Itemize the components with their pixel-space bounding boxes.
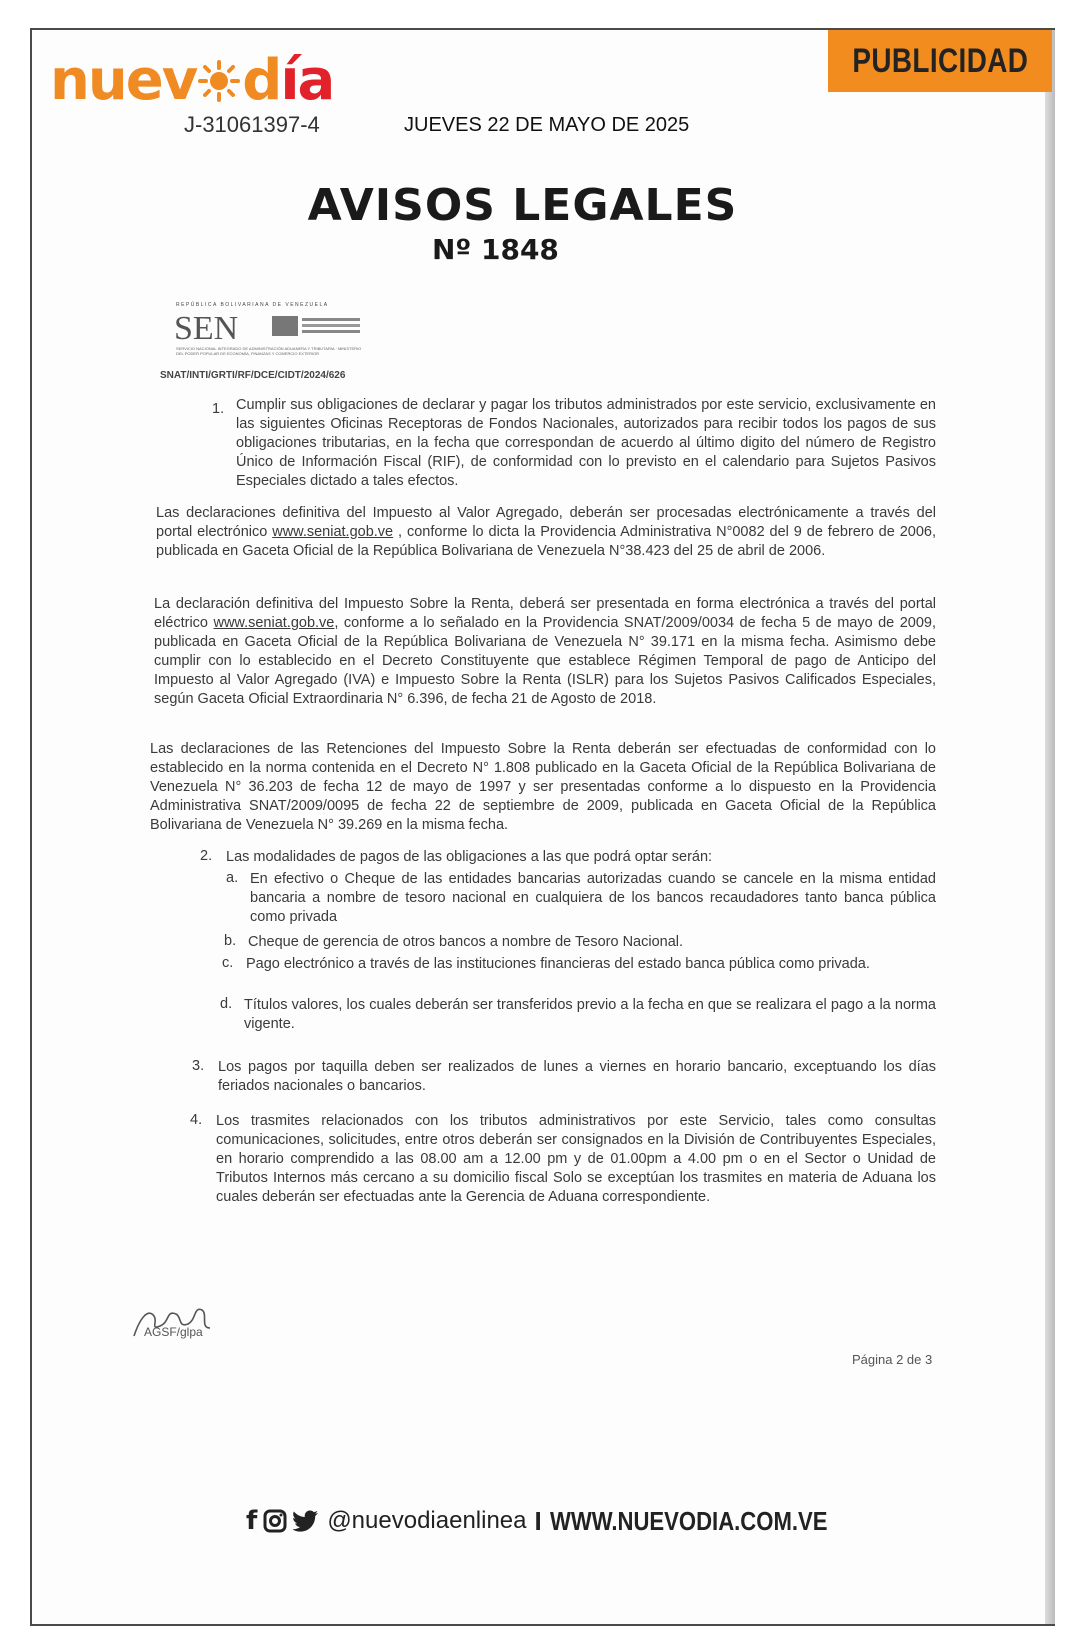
seniat-logo bbox=[172, 302, 362, 364]
facebook-icon[interactable]: f bbox=[246, 1506, 258, 1536]
notice-number: Nº 1848 bbox=[432, 233, 559, 266]
item2d-letter: d. bbox=[220, 996, 233, 1012]
page-title: AVISOS LEGALES bbox=[307, 180, 738, 231]
document-reference: SNAT/INTI/GRTI/RF/DCE/CIDT/2024/626 bbox=[160, 370, 346, 381]
item2c-letter: c. bbox=[222, 955, 234, 971]
item2c-text: Pago electrónico a través de las instituciones financieras del estado banca pública como privada. bbox=[246, 956, 870, 972]
item4-number: 4. bbox=[190, 1112, 203, 1128]
twitter-icon[interactable] bbox=[293, 1510, 319, 1532]
author-initials: AGSF/glpa bbox=[144, 1325, 203, 1339]
seniat-country-text: REPÚBLICA BOLIVARIANA DE VENEZUELA bbox=[176, 302, 329, 308]
item2a-text: En efectivo o Cheque de las entidades bancarias autorizadas cuando se cancele en la misma entidad bancaria a nombre de tesoro nacional en cualquiera de los bancos recaudadores tanto banca pública como privada bbox=[250, 871, 936, 925]
item2-number: 2. bbox=[200, 848, 213, 864]
item2a-letter: a. bbox=[226, 870, 239, 886]
publicidad-label: PUBLICIDAD bbox=[851, 41, 1029, 80]
scan-edge-shadow bbox=[1045, 30, 1055, 1624]
instagram-icon[interactable] bbox=[263, 1509, 287, 1533]
sun-icon bbox=[197, 59, 241, 103]
nuevodia-logo bbox=[50, 48, 334, 113]
paragraph-retenciones: Las declaraciones de las Retenciones del Impuesto Sobre la Renta deberán ser efectuadas de conformidad con lo establecido en la norma contenida en el Decreto N° 1.808 publicado en la Gaceta Oficial de la República Bolivariana de Venezuela N° 36.203 de fecha 12 de mayo de 1997 y ser presentadas conforme a lo dispuesto en la Providencia Administrativa SNAT/2009/0095 de fecha 22 de septiembre de 2009, publicada en Gaceta Oficial de la República Bolivariana de Venezuela N° 39.269 en la misma fecha. bbox=[150, 741, 936, 833]
publicidad-badge bbox=[828, 30, 1052, 92]
item3-text: Los pagos por taquilla deben ser realizados de lunes a viernes en horario bancario, exceptuando los días feriados nacionales o bancarios. bbox=[218, 1059, 936, 1094]
website-link[interactable]: WWW.NUEVODIA.COM.VE bbox=[549, 1505, 828, 1536]
logo-text-part3: ía bbox=[280, 48, 334, 113]
logo-text-part1: nuev bbox=[50, 48, 197, 113]
item2-text: Las modalidades de pagos de las obligaciones a las que podrá optar serán: bbox=[226, 849, 713, 865]
item1-text: Cumplir sus obligaciones de declarar y pagar los tributos administrados por este servicio, exclusivamente en las siguientes Oficinas Receptoras de Fondos Nacionales, autorizados para recibir todos los pagos de sus obligaciones tributarias, en la fecha que correspondan de acuerdo al último digito del número de Registro Único de Información Fiscal (RIF), de conformidad con lo previsto en el calendario para Sujetos Pasivos Especiales dictado a tales efectos. bbox=[236, 397, 936, 489]
social-handle[interactable]: @nuevodiaenlinea bbox=[327, 1507, 527, 1534]
item2b-text: Cheque de gerencia de otros bancos a nombre de Tesoro Nacional. bbox=[248, 934, 684, 950]
item3-number: 3. bbox=[192, 1058, 205, 1074]
rif-number: J-31061397-4 bbox=[184, 112, 320, 137]
seniat-emblem-icon bbox=[272, 316, 362, 336]
paragraph-islr: La declaración definitiva del Impuesto Sobre la Renta, deberá ser presentada en forma electrónica a través del portal eléctrico www.seniat.gob.ve, conforme a lo señalado en la Providencia SNAT/2009/0034 de fecha 5 de mayo de 2009, publicada en Gaceta Oficial de la República Bolivariana de Venezuela N° 39.171 en la misma fecha. Asimismo debe cumplir con lo establecido en el Decreto Constituyente que establece Régimen Temporal de pago de Anticipo del Impuesto al Valor Agregado (IVA) e Impuesto Sobre la Renta (ISLR) para los Sujetos Pasivos Calificados Especiales, según Gaceta Oficial Extraordinaria N° 6.396, de fecha 21 de Agosto de 2018. bbox=[154, 596, 936, 707]
legal-notice-page bbox=[30, 28, 1055, 1626]
item1-number: 1. bbox=[212, 401, 225, 417]
item2d-text: Títulos valores, los cuales deberán ser transferidos previo a la fecha en que se realizara el pago a la norma vigente. bbox=[244, 997, 936, 1032]
logo-text-part2: d bbox=[242, 48, 281, 113]
seniat-link: www.seniat.gob.ve bbox=[272, 524, 394, 540]
footer bbox=[246, 1504, 876, 1538]
seniat-subtitle: SERVICIO NACIONAL INTEGRADO DE ADMINISTRACIÓN ADUANERA Y TRIBUTARIA · MINISTERIO DEL PODER POPULAR DE ECONOMÍA, FINANZAS Y COMERCIO EXTERIOR bbox=[176, 346, 362, 356]
paragraph-iva: Las declaraciones definitiva del Impuesto al Valor Agregado, deberán ser procesadas electrónicamente a través del portal electrónico www.seniat.gob.ve , conforme lo dicta la Providencia Administrativa N°0082 del 9 de febrero de 2006, publicada en Gaceta Oficial de la República Bolivariana de Venezuela N°38.423 del 25 de abril de 2006. bbox=[156, 505, 936, 559]
page-number: Página 2 de 3 bbox=[852, 1352, 933, 1367]
item4-text: Los trasmites relacionados con los tributos administrativos por este Servicio, tales como consultas comunicaciones, solicitudes, entre otros deberán ser consignados en la División de Contribuyentes Especiales, en horario comprendido a las 08.00 am a 12.00 pm y de 01.00pm a 4.00 pm o en el Sector o Unidad de Tributos Internos más cercano a su domicilio fiscal Solo se exceptúan los trasmites en materia de Aduana los cuales deberán ser efectuadas ante la Gerencia de Aduana correspondiente. bbox=[216, 1113, 936, 1205]
seniat-logo-text: SEN bbox=[174, 310, 239, 347]
item2b-letter: b. bbox=[224, 933, 237, 949]
publication-date: JUEVES 22 DE MAYO DE 2025 bbox=[404, 114, 690, 136]
seniat-link-2: www.seniat.gob.ve bbox=[213, 615, 335, 631]
footer-separator: I bbox=[534, 1505, 542, 1536]
